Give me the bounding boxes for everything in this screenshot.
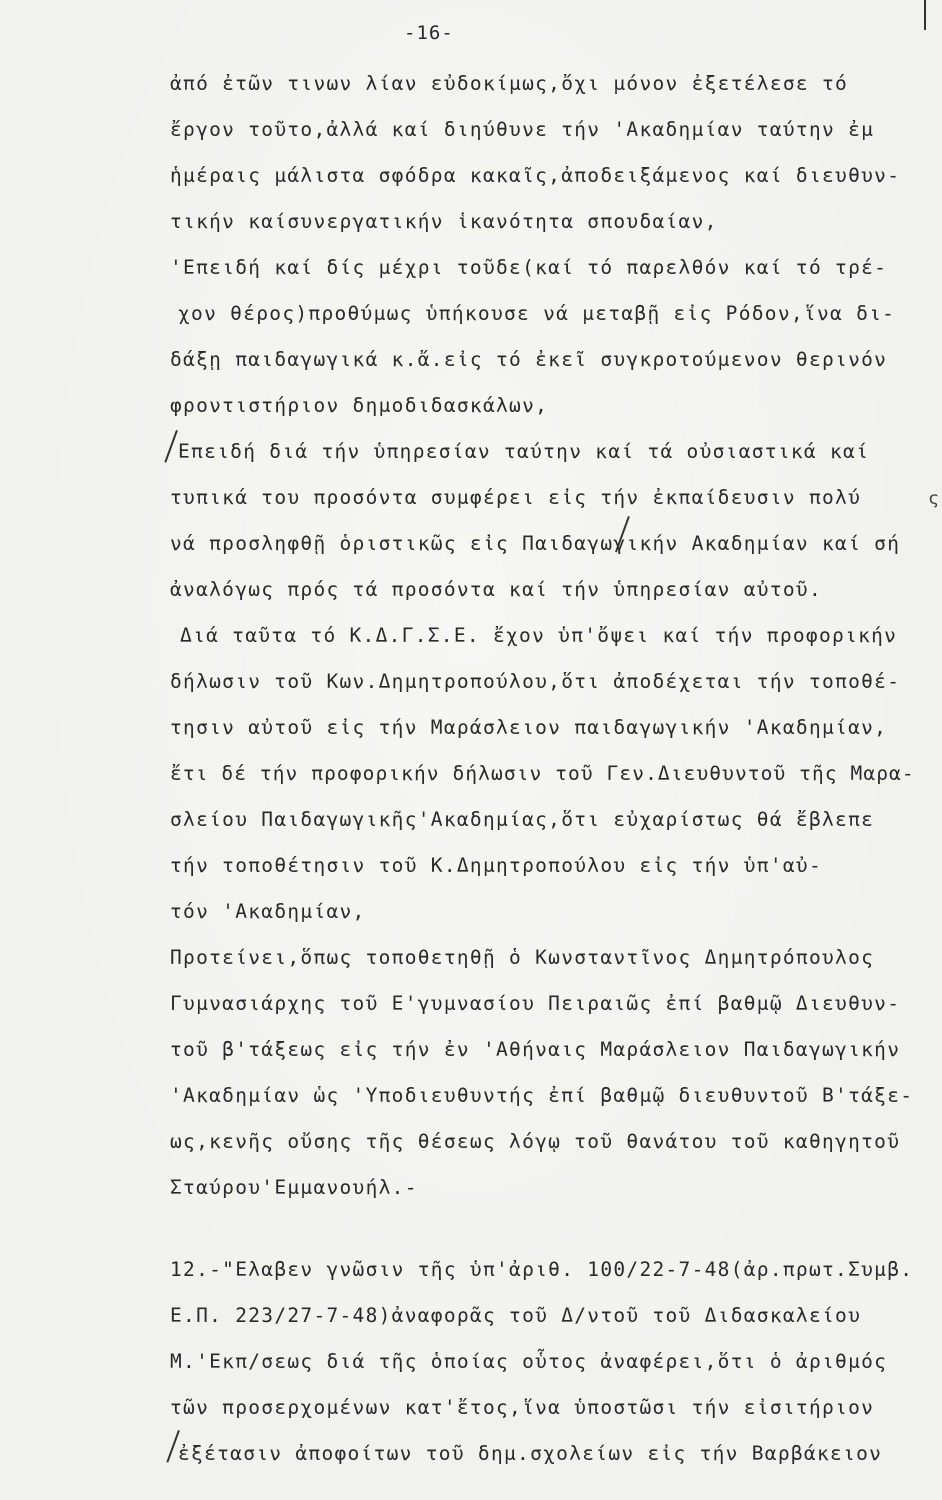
text-line-27: Ε.Π. 223/27-7-48)ἀναφορᾶς τοῦ Δ/ντοῦ τοῦ Διδασκαλείου xyxy=(170,1304,862,1327)
text-line-1: ἀπό ἐτῶν τινων λίαν εὐδοκίμως,ὄχι μόνον ἐξετέλεσε τό xyxy=(170,72,849,95)
handwritten-slash-mark xyxy=(164,430,178,463)
text-line-4: τικήν καίσυνεργατικήν ἱκανότητα σπουδαίαν, xyxy=(170,210,718,233)
text-line-5: 'Επειδή καί δίς μέχρι τοῦδε(καί τό παρελθόν καί τό τρέ- xyxy=(170,256,888,279)
text-line-9: Επειδή διά τήν ὑπηρεσίαν ταύτην καί τά οὐσιαστικά καί xyxy=(178,440,870,463)
text-line-22: τοῦ β'τάξεως εἰς τήν ἐν 'Αθήναις Μαράσλειον Παιδαγωγικήν xyxy=(170,1038,901,1061)
text-line-26: 12.-"Ελαβεν γνῶσιν τῆς ὑπ'ἀριθ. 100/22-7-48(ἀρ.πρωτ.Συμβ. xyxy=(170,1258,914,1281)
edge-mark xyxy=(924,0,938,30)
text-line-15: τησιν αὐτοῦ εἰς τήν Μαράσλειον παιδαγωγικήν 'Ακαδημίαν, xyxy=(170,716,888,739)
text-line-8: φροντιστήριον δημοδιδασκάλων, xyxy=(170,394,549,417)
text-line-18: τήν τοποθέτησιν τοῦ Κ.Δημητροπούλου εἰς τήν ὑπ'αὐ- xyxy=(170,854,822,877)
text-line-17: σλείου Παιδαγωγικῆς'Ακαδημίας,ὅτι εὐχαρίστως θά ἔβλεπε xyxy=(170,808,875,831)
text-line-30: ἐξέτασιν ἀποφοίτων τοῦ δημ.σχολείων εἰς τήν Βαρβάκειον xyxy=(178,1442,883,1465)
margin-mark-s: ς xyxy=(928,488,939,509)
text-line-28: Μ.'Εκπ/σεως διά τῆς ὁποίας οὗτος ἀναφέρει,ὅτι ὁ ἀριθμός xyxy=(170,1350,888,1373)
text-line-10: τυπικά του προσόντα συμφέρει εἰς τήν ἐκπαίδευσιν πολύ xyxy=(170,486,862,509)
text-line-25: Σταύρου'Εμμανουήλ.- xyxy=(170,1176,418,1199)
text-line-7: δάξῃ παιδαγωγικά κ.ἄ.εἰς τό ἐκεῖ συγκροτούμενον θερινόν xyxy=(170,348,888,371)
text-line-24: ως,κενῆς οὔσης τῆς θέσεως λόγῳ τοῦ θανάτου τοῦ καθηγητοῦ xyxy=(170,1130,901,1153)
text-line-23: 'Ακαδημίαν ὡς 'Υποδιευθυντής ἐπί βαθμῷ διευθυντοῦ Β'τάξε- xyxy=(170,1084,914,1107)
text-line-19: τόν 'Ακαδημίαν, xyxy=(170,900,366,923)
text-line-12: ἀναλόγως πρός τά προσόντα καί τήν ὑπηρεσίαν αὐτοῦ. xyxy=(170,578,822,601)
text-line-29: τῶν προσερχομένων κατ'ἔτος,ἵνα ὑποστῶσι τήν εἰσιτήριον xyxy=(170,1396,875,1419)
text-line-2: ἔργον τοῦτο,ἀλλά καί διηύθυνε τήν 'Ακαδημίαν ταύτην ἐμ xyxy=(170,118,875,141)
text-line-21: Γυμνασιάρχης τοῦ Ε'γυμνασίου Πειραιῶς ἐπί βαθμῷ Διευθυν- xyxy=(170,992,901,1015)
text-line-13: Διά ταῦτα τό Κ.Δ.Γ.Σ.Ε. ἔχον ὑπ'ὄψει καί τήν προφορικήν xyxy=(180,624,898,647)
text-line-20: Προτείνει,ὅπως τοποθετηθῇ ὁ Κωνσταντῖνος Δημητρόπουλος xyxy=(170,946,875,969)
text-line-6: χον θέρος)προθύμως ὑπήκουσε νά μεταβῇ εἰς Ρόδον,ἵνα δι- xyxy=(178,302,896,325)
text-line-3: ἡμέραις μάλιστα σφόδρα κακαῖς,ἀποδειξάμενος καί διευθυν- xyxy=(170,164,901,187)
text-line-14: δήλωσιν τοῦ Κων.Δημητροπούλου,ὅτι ἀποδέχεται τήν τοποθέ- xyxy=(170,670,901,693)
text-line-11: νά προσληφθῇ ὁριστικῶς εἰς Παιδαγωγικήν Ακαδημίαν καί σή xyxy=(170,532,901,555)
page-number: -16- xyxy=(404,22,454,44)
text-line-16: ἔτι δέ τήν προφορικήν δήλωσιν τοῦ Γεν.Διευθυντοῦ τῆς Μαρα- xyxy=(170,762,915,785)
